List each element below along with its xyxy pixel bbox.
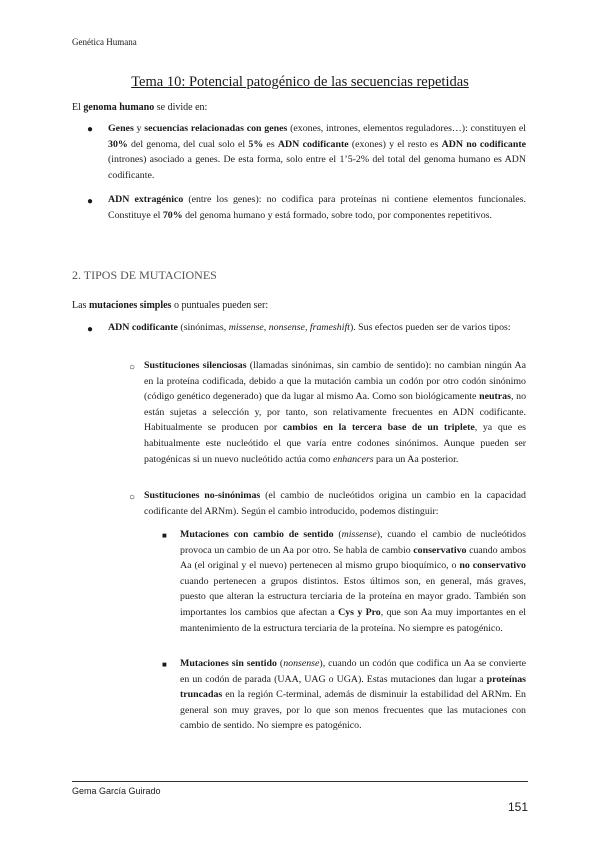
list-item-extragenic: ADN extragénico (entre los genes): no codifica para proteínas ni contiene elementos funcionales. Constituye el 70% del genoma humano y está formado, sobre todo, por componentes repetitivos.: [108, 194, 526, 221]
mutations-intro: Las mutaciones simples o puntuales pueden ser:: [72, 300, 269, 311]
section-heading: 2. TIPOS DE MUTACIONES: [72, 268, 217, 282]
footer-author: Gema García Guirado: [72, 786, 161, 796]
page-number: 151: [507, 800, 528, 814]
bullet-square: ■: [162, 531, 167, 540]
bullet-circle: ○: [129, 362, 136, 373]
bullet-disc: ●: [87, 196, 94, 207]
page-title: Tema 10: Potencial patogénico de las secuencias repetidas: [131, 74, 469, 90]
bullet-square: ■: [162, 660, 167, 669]
sublist-item-nonsynonymous: Sustituciones no-sinónimas (el cambio de nucleótidos origina un cambio en la capacidad codificante del ARNm). Según el cambio introducido, podemos distinguir:: [144, 490, 526, 517]
subsublist-item-missense: Mutaciones con cambio de sentido (missense), cuando el cambio de nucleótidos provoca un cambio de un Aa por otro. Se habla de cambio conservativo cuando ambos Aa (el original y el nuevo) pertenecen al mismo grupo bioquímico, o no conservativo cuando pertenecen a grupos distintos. Estos últimos son, en general, más graves, puesto que alteran la estructura terciaria de la proteína en mayor grado. También son importantes los cambios que afectan a Cys y Pro, que son Aa muy importantes en el mantenimiento de la estructura terciaria de la proteína. No siempre es patogénico.: [180, 529, 526, 634]
subsublist-item-nonsense: Mutaciones sin sentido (nonsense), cuando un codón que codifica un Aa se convierte en un codón de parada (UAA, UAG o UGA). Estas mutaciones dan lugar a proteínas truncadas en la región C-terminal, además de disminuir la estabilidad del ARNm. En general son muy graves, por lo que son menos frecuentes que las mutaciones con cambio de sentido. No siempre es patogénico.: [180, 658, 526, 732]
bullet-disc: ●: [87, 124, 94, 135]
sublist-item-silent: Sustituciones silenciosas (llamadas sinónimas, sin cambio de sentido): no cambian ningún Aa en la proteína codificada, debido a que la mutación cambia un codón por otro codón sinónimo (código genético degenerado) que da lugar al mismo Aa. Como son biológicamente neutras, no están sujetas a selección y, por tanto, son relativamente frecuentes en ADN codificante. Habitualmente se producen por cambios en la tercera base de un triplete, ya que es habitualmente este nucleótido el que varía entre codones sinónimos. Aunque pueden ser patogénicas si un nuevo nucleótido actúa como enhancers para un Aa posterior.: [144, 360, 527, 465]
list-item-genes: Genes y secuencias relacionadas con genes (exones, intrones, elementos reguladores…): constituyen el 30% del genoma, del cual solo el 5% es ADN codificante (exones) y el resto es ADN no codificante (intrones) asociado a genes. De esta forma, solo entre el 1’5-2% del total del genoma humano es ADN codificante.: [108, 123, 527, 181]
running-header: Genética Humana: [72, 37, 137, 47]
intro-paragraph: El genoma humano se divide en:: [72, 102, 208, 113]
bullet-disc: ●: [87, 324, 94, 335]
bullet-circle: ○: [129, 492, 136, 503]
footer-divider: [72, 781, 528, 782]
list-item-coding-dna: ADN codificante (sinónimas, missense, nonsense, frameshift). Sus efectos pueden ser de varios tipos:: [108, 322, 511, 333]
